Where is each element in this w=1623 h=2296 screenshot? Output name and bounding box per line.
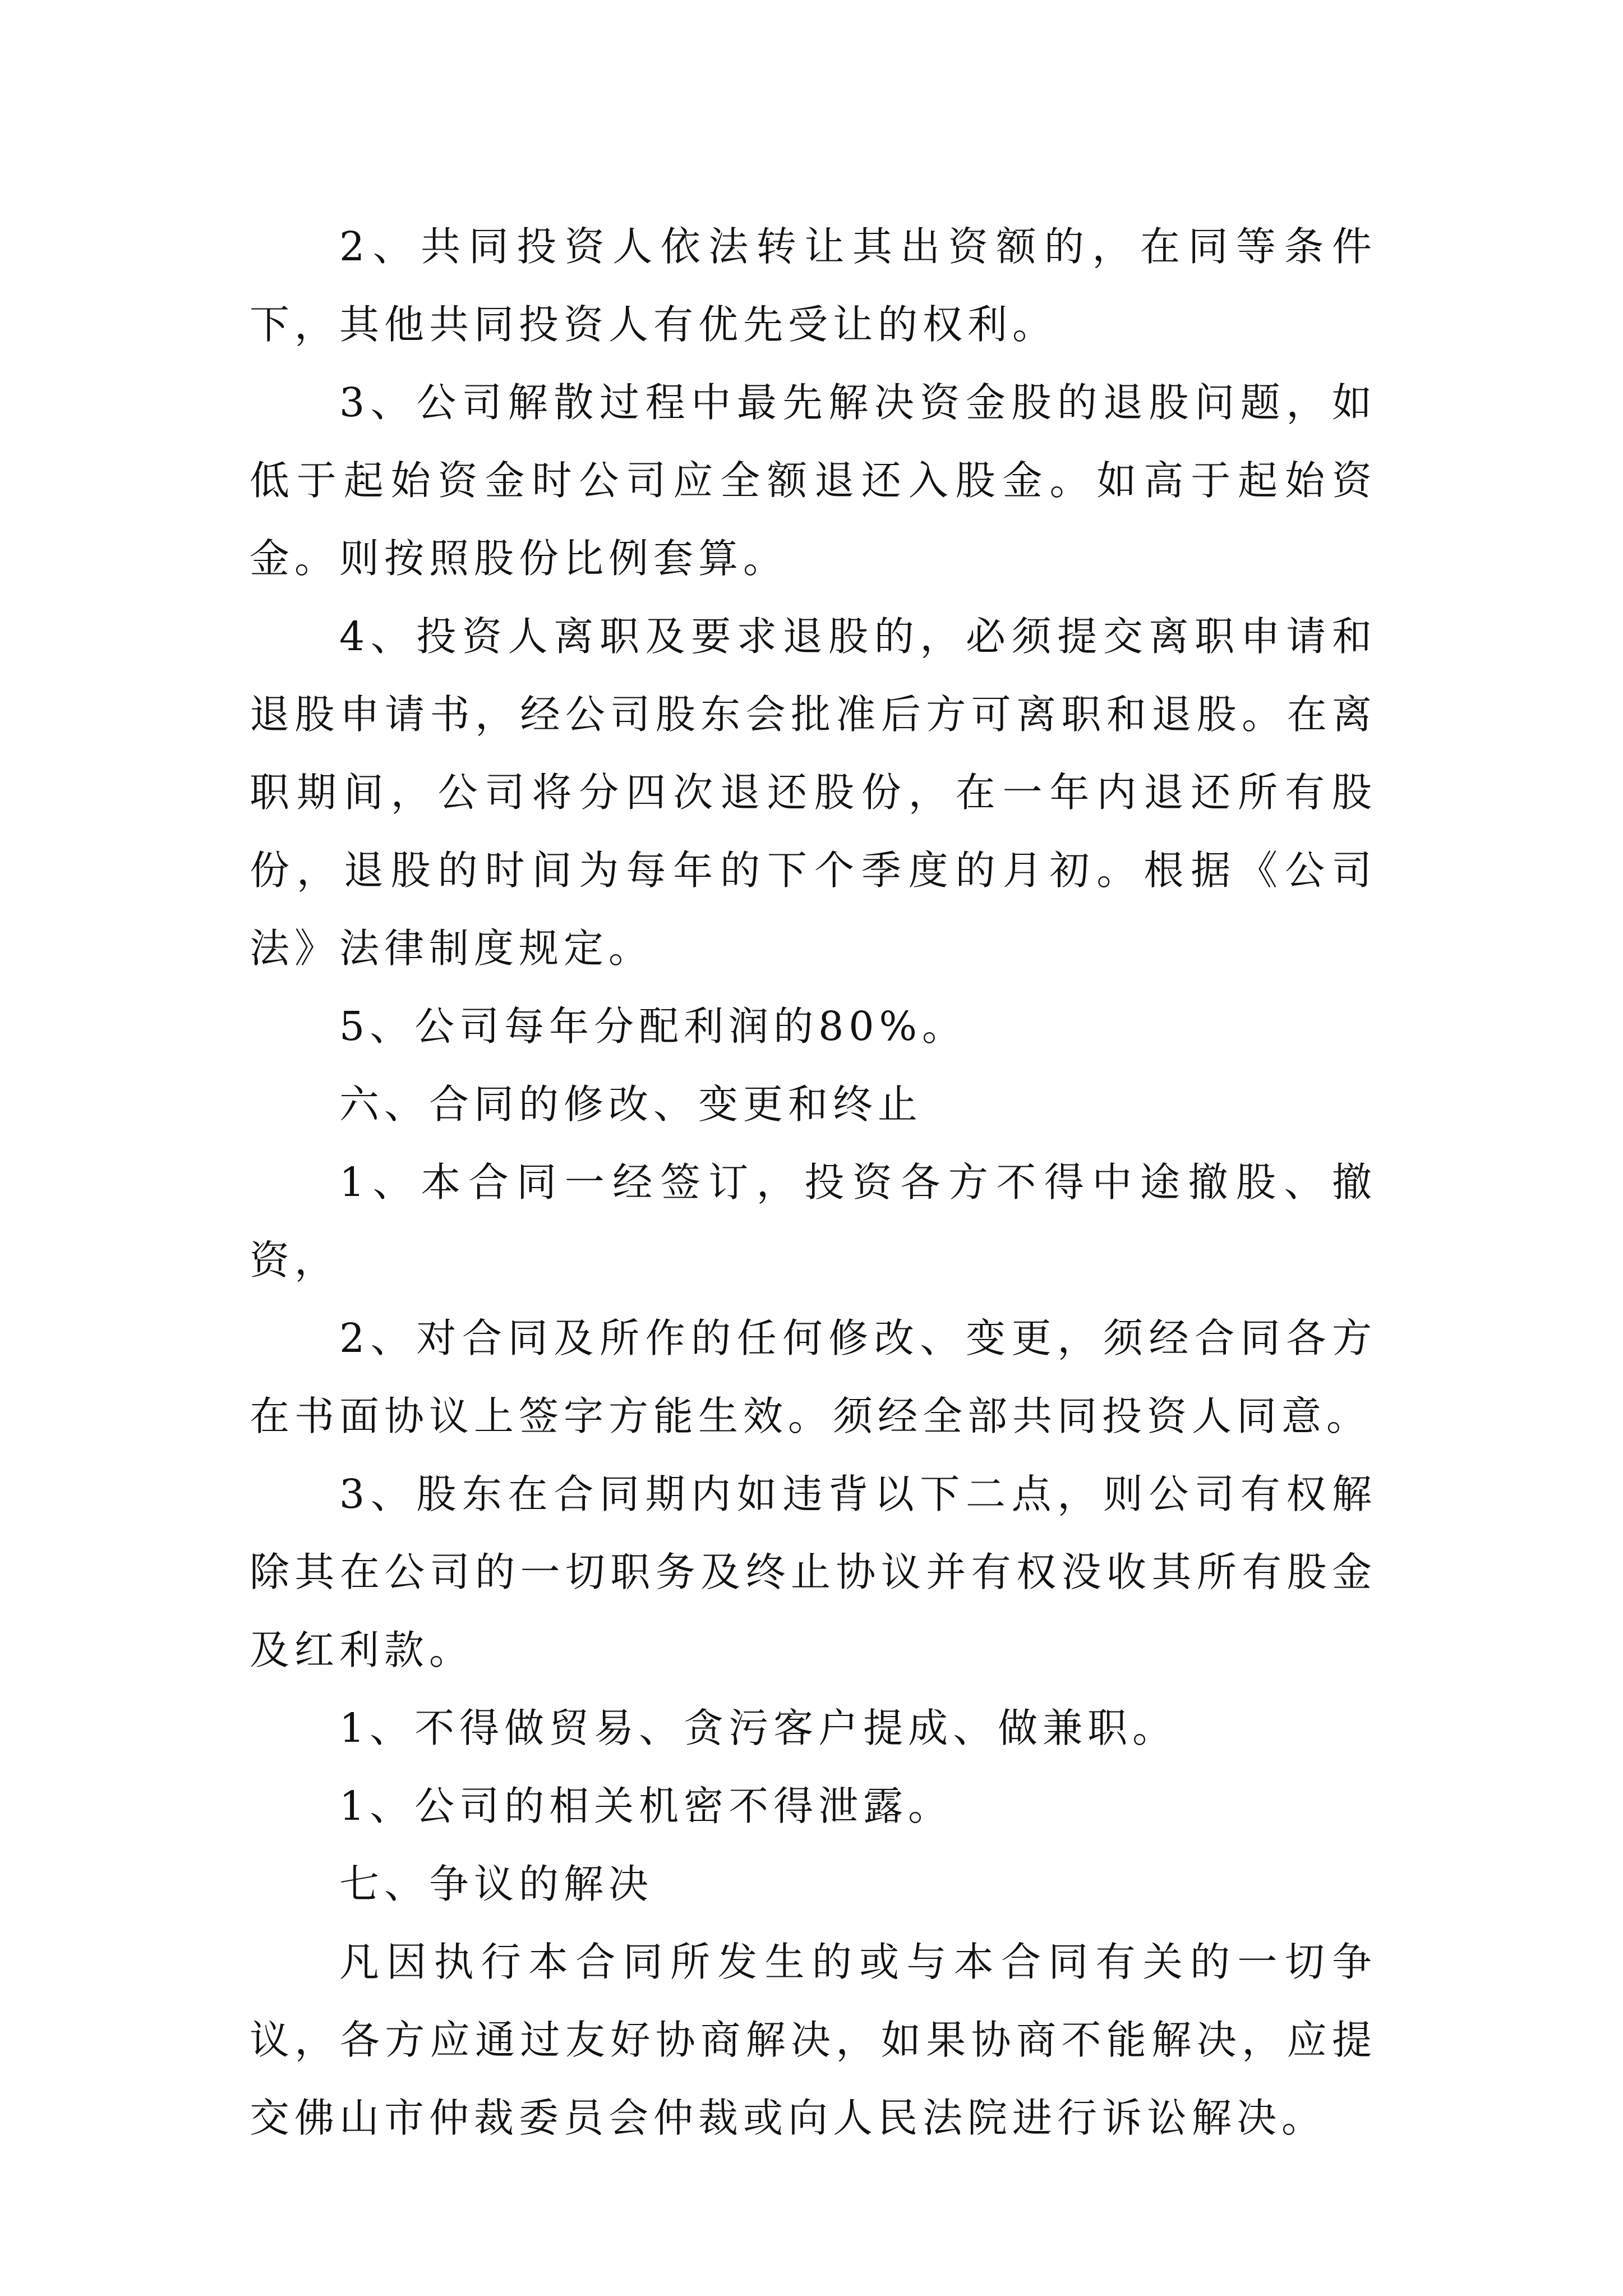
paragraph-no-withdrawal: 1、本合同一经签订，投资各方不得中途撤股、撤资， bbox=[250, 1159, 1377, 1283]
paragraph-confidentiality: 1、公司的相关机密不得泄露。 bbox=[339, 1783, 953, 1829]
section-heading-disputes: 七、争议的解决 bbox=[339, 1861, 654, 1907]
paragraph-written-amendment: 2、对合同及所作的任何修改、变更，须经合同各方在书面协议上签字方能生效。须经全部共同投资人同意。 bbox=[250, 1315, 1377, 1439]
paragraph-violation-terms: 3、股东在合同期内如违背以下二点，则公司有权解除其在公司的一切职务及终止协议并有权没收其所有股金及红利款。 bbox=[250, 1471, 1377, 1673]
paragraph-transfer-priority: 2、共同投资人依法转让其出资额的，在同等条件下，其他共同投资人有优先受让的权利。 bbox=[250, 223, 1377, 348]
document-body bbox=[250, 208, 1377, 2157]
paragraph-dispute-resolution: 凡因执行本合同所发生的或与本合同有关的一切争议，各方应通过友好协商解决，如果协商不能解决，应提交佛山市仲裁委员会仲裁或向人民法院进行诉讼解决。 bbox=[250, 1939, 1377, 2141]
paragraph-no-side-business: 1、不得做贸易、贪污客户提成、做兼职。 bbox=[339, 1705, 1178, 1751]
paragraph-profit-distribution: 5、公司每年分配利润的80%。 bbox=[339, 1003, 967, 1050]
paragraph-resignation-withdrawal: 4、投资人离职及要求退股的，必须提交离职申请和退股申请书，经公司股东会批准后方可离职和退股。在离职期间，公司将分四次退还股份，在一年内退还所有股份，退股的时间为每年的下个季度的月初。根据《公司法》法律制度规定。 bbox=[250, 613, 1377, 972]
paragraph-dissolution-refund: 3、公司解散过程中最先解决资金股的退股问题，如低于起始资金时公司应全额退还入股金。如高于起始资金。则按照股份比例套算。 bbox=[250, 379, 1377, 582]
section-heading-amendment: 六、合同的修改、变更和终止 bbox=[339, 1081, 923, 1128]
